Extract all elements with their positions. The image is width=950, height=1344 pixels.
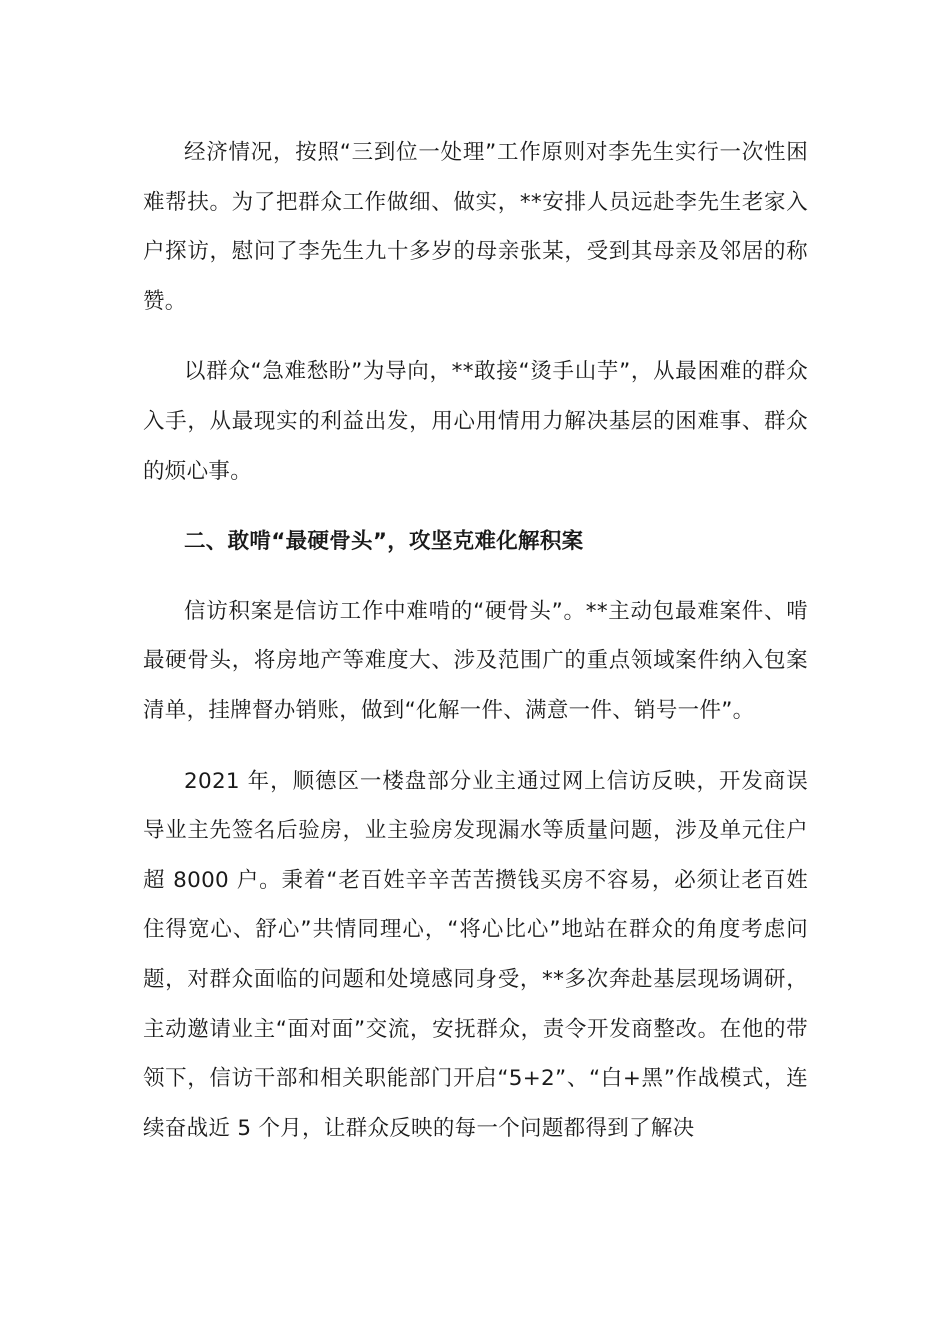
paragraph-people-first: 以群众“急难愁盼”为导向，**敢接“烫手山芋”，从最困难的群众入手，从最现实的利益出发，用心用情用力解决基层的困难事、群众的烦心事。 [143,359,808,484]
section-heading-2: 二、敢啃“最硬骨头”，攻坚克难化解积案 [184,529,584,555]
paragraph-2021-case: 2021 年，顺德区一楼盘部分业主通过网上信访反映，开发商误导业主先签名后验房，业主验房发现漏水等质量问题，涉及单元住户超 8000 户。秉着“老百姓辛辛苦苦攒钱买房不容易，必须让老百姓住得宽心、舒心”共情同理心，“将心比心”地站在群众的角度考虑问题，对群众面临的问题和处境感同身受，**多次奔赴基层现场调研，主动邀请业主“面对面”交流，安抚群众，责令开发商整改。在他的带领下，信访干部和相关职能部门开启“5+2”、“白+黑”作战模式，连续奋战近 5 个月，让群众反映的每一个问题都得到了解决 [143,768,808,1141]
document-page [143,128,808,1174]
paragraph-assistance: 经济情况，按照“三到位一处理”工作原则对李先生实行一次性困难帮扶。为了把群众工作做细、做实，**安排人员远赴李先生老家入户探访，慰问了李先生九十多岁的母亲张某，受到其母亲及邻居的称赞。 [143,140,808,314]
paragraph-backlog-cases: 信访积案是信访工作中难啃的“硬骨头”。**主动包最难案件、啃最硬骨头，将房地产等难度大、涉及范围广的重点领域案件纳入包案清单，挂牌督办销账，做到“化解一件、满意一件、销号一件”。 [143,598,808,723]
